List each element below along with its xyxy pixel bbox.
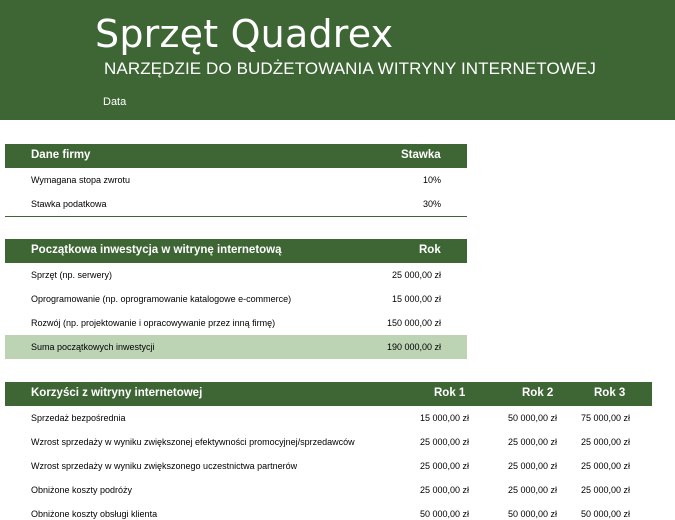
row-value-year-3: 75 000,00 zł: [580, 413, 630, 423]
table-row[interactable]: [5, 478, 652, 502]
row-label: Sprzedaż bezpośrednia: [31, 413, 126, 423]
row-value: 30%: [422, 199, 441, 209]
company-data-table: [5, 144, 467, 217]
row-value: 25 000,00 zł: [391, 270, 441, 280]
total-label: Suma początkowych inwestycji: [31, 342, 155, 352]
row-label: Wymagana stopa zwrotu: [31, 175, 130, 185]
row-label: Sprzęt (np. serwery): [31, 270, 113, 280]
row-label: Wzrost sprzedaży w wyniku zwiększonego uczestnictwa partnerów: [31, 461, 298, 471]
website-benefits-table: [5, 382, 652, 520]
table-row[interactable]: [5, 263, 467, 287]
page-title: Sprzęt Quadrex: [95, 12, 394, 56]
row-value: 15 000,00 zł: [391, 294, 441, 304]
column-header-rate: Stawka: [401, 149, 441, 161]
row-value-year-1: 50 000,00 zł: [419, 509, 469, 519]
row-value-year-3: 25 000,00 zł: [580, 437, 630, 447]
row-label: Obniżone koszty obsługi klienta: [31, 509, 158, 519]
table-row[interactable]: [5, 311, 467, 335]
table-row[interactable]: [5, 287, 467, 311]
row-value-year-3: 25 000,00 zł: [580, 461, 630, 471]
row-label: Oprogramowanie (np. oprogramowanie katalogowe e-commerce): [31, 294, 292, 304]
row-value-year-2: 25 000,00 zł: [507, 437, 557, 447]
table-row[interactable]: [5, 168, 467, 192]
table-row[interactable]: [5, 192, 467, 216]
row-value: 150 000,00 zł: [386, 318, 441, 328]
table-row[interactable]: [5, 406, 652, 430]
initial-investment-table: [5, 239, 467, 359]
row-value-year-2: 50 000,00 zł: [507, 509, 557, 519]
table-header: [5, 382, 652, 406]
date-label[interactable]: Data: [103, 96, 127, 108]
header-banner: [0, 0, 675, 120]
table-header: [5, 239, 467, 263]
column-header-label: Początkowa inwestycja w witrynę internetową: [31, 244, 282, 256]
row-label: Stawka podatkowa: [31, 199, 107, 209]
row-label: Rozwój (np. projektowanie i opracowywanie przez inną firmę): [31, 318, 276, 328]
column-header-year-3: Rok 3: [594, 387, 626, 399]
row-value-year-1: 25 000,00 zł: [419, 461, 469, 471]
row-value-year-2: 50 000,00 zł: [507, 413, 557, 423]
row-value-year-1: 25 000,00 zł: [419, 485, 469, 495]
total-value: 190 000,00 zł: [386, 342, 441, 352]
row-value-year-1: 15 000,00 zł: [419, 413, 469, 423]
row-value-year-3: 25 000,00 zł: [580, 485, 630, 495]
table-row[interactable]: [5, 454, 652, 478]
column-header-label: Dane firmy: [31, 149, 91, 161]
row-value: 10%: [422, 175, 441, 185]
table-row[interactable]: [5, 502, 652, 520]
table-row[interactable]: [5, 430, 652, 454]
row-value-year-2: 25 000,00 zł: [507, 485, 557, 495]
row-value-year-1: 25 000,00 zł: [419, 437, 469, 447]
row-value-year-3: 50 000,00 zł: [580, 509, 630, 519]
column-header-year-2: Rok 2: [522, 387, 554, 399]
column-header-label: Korzyści z witryny internetowej: [31, 387, 203, 399]
row-label: Wzrost sprzedaży w wyniku zwiększonej efektywności promocyjnej/sprzedawców: [31, 437, 355, 447]
row-value-year-2: 25 000,00 zł: [507, 461, 557, 471]
column-header-year-1: Rok 1: [434, 387, 466, 399]
page-subtitle: NARZĘDZIE DO BUDŻETOWANIA WITRYNY INTERNETOWEJ: [104, 59, 596, 78]
column-header-year: Rok: [419, 244, 441, 256]
table-header: [5, 144, 467, 168]
total-row[interactable]: [5, 335, 467, 359]
row-label: Obniżone koszty podróży: [31, 485, 133, 495]
